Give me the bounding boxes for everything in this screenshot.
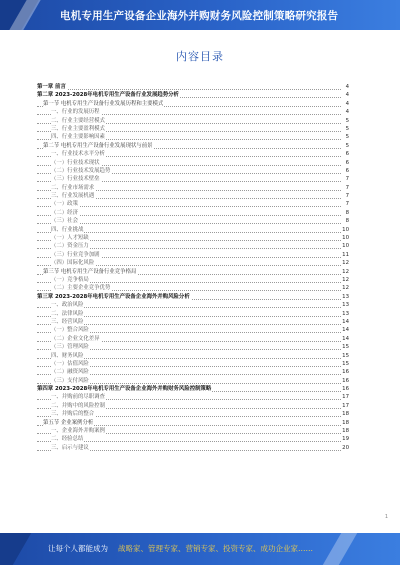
toc-entry-label: （二）融资风险	[51, 369, 89, 376]
toc-entry-page: 7	[345, 184, 349, 191]
toc-leader-dots	[37, 217, 341, 224]
toc-entry[interactable]	[37, 410, 349, 418]
toc-entry-label: 第三节 电机专用生产设备行业竞争格局	[43, 268, 137, 275]
footer-decor-stripe	[323, 533, 357, 565]
toc-entry[interactable]	[37, 226, 349, 234]
toc-entry-page: 18	[342, 411, 349, 418]
toc-entry[interactable]	[37, 360, 349, 368]
toc-entry[interactable]	[37, 276, 349, 284]
toc-entry-page: 12	[342, 260, 349, 267]
toc-entry-label: 一、行业技术水平分析	[51, 151, 105, 158]
toc-entry-label: （三）管理风险	[51, 344, 89, 351]
toc-entry-page: 14	[342, 318, 349, 325]
toc-entry-label: （二）经济	[51, 209, 78, 216]
toc-entry[interactable]	[37, 318, 349, 326]
toc-entry[interactable]	[37, 343, 349, 351]
toc-entry-page: 16	[342, 386, 349, 393]
toc-entry[interactable]	[37, 293, 349, 301]
toc-entry-label: 四、行业主要影响因素	[51, 134, 105, 141]
page-header-banner	[0, 0, 400, 30]
toc-entry-page: 13	[342, 302, 349, 309]
toc-entry-label: （一）政策	[51, 201, 78, 208]
toc-entry[interactable]	[37, 209, 349, 217]
toc-entry-label: 四、财务风险	[51, 352, 84, 359]
toc-entry-page: 10	[342, 243, 349, 250]
toc-entry[interactable]	[37, 268, 349, 276]
toc-entry[interactable]	[37, 419, 349, 427]
toc-entry-label: （二）主要企业竞争优势	[51, 285, 111, 292]
toc-entry-label: （一）竞争格局	[51, 276, 89, 283]
toc-entry[interactable]	[37, 142, 349, 150]
toc-entry-label: （二）资金压力	[51, 243, 89, 250]
toc-entry-page: 13	[342, 310, 349, 317]
toc-entry[interactable]	[37, 242, 349, 250]
toc-entry-label: （四）国际化风险	[51, 260, 95, 267]
toc-entry-page: 15	[342, 352, 349, 359]
toc-entry-page: 18	[342, 419, 349, 426]
toc-entry[interactable]	[37, 310, 349, 318]
toc-entry[interactable]	[37, 251, 349, 259]
toc-entry-page: 8	[345, 209, 349, 216]
toc-entry-page: 4	[345, 109, 349, 116]
toc-entry[interactable]	[37, 402, 349, 410]
toc-entry[interactable]	[37, 175, 349, 183]
toc-entry-label: 二、法律风险	[51, 310, 84, 317]
report-title: 电机专用生产设备企业海外并购财务风险控制策略研究报告	[60, 10, 339, 22]
toc-entry-page: 17	[342, 394, 349, 401]
toc-entry-label: 三、并购后的整合	[51, 411, 95, 418]
toc-entry-label: 第一节 电机专用生产设备行业发展历程和主要模式	[43, 100, 164, 107]
toc-entry-label: 四、行业挑战	[51, 226, 84, 233]
toc-entry-page: 20	[342, 444, 349, 451]
toc-entry[interactable]	[37, 435, 349, 443]
toc-entry-page: 17	[342, 402, 349, 409]
toc-entry-page: 14	[342, 335, 349, 342]
table-of-contents	[37, 83, 349, 452]
toc-entry[interactable]	[37, 368, 349, 376]
toc-entry-page: 15	[342, 344, 349, 351]
toc-entry[interactable]	[37, 108, 349, 116]
toc-entry[interactable]	[37, 217, 349, 225]
toc-entry-page: 13	[342, 293, 349, 300]
toc-entry-label: （三）行业技术壁垒	[51, 176, 100, 183]
footer-slogan: 让每个人都能成为	[48, 544, 108, 553]
toc-entry-label: 三、启示与建议	[51, 444, 89, 451]
toc-entry-label: （三）支付风险	[51, 377, 89, 384]
toc-entry-label: 第一章 前言	[37, 84, 66, 90]
toc-entry-page: 8	[345, 218, 349, 225]
toc-entry-page: 7	[345, 193, 349, 200]
toc-entry-label: 第四章 2023-2028年电机专用生产设备企业海外并购财务风险控制策略	[37, 386, 212, 393]
toc-entry[interactable]	[37, 184, 349, 192]
toc-entry-label: 一、企业海外并购案例	[51, 428, 105, 435]
toc-entry-label: 三、行业发展机遇	[51, 193, 95, 200]
toc-entry-page: 16	[342, 377, 349, 384]
toc-entry-label: （三）社会	[51, 218, 78, 225]
toc-entry-page: 4	[345, 92, 349, 99]
toc-entry-label: 第二节 电机专用生产设备行业发展现状与前景	[43, 142, 153, 149]
toc-entry[interactable]	[37, 117, 349, 125]
toc-entry[interactable]	[37, 444, 349, 452]
toc-entry-label: 二、行业市场需求	[51, 184, 95, 191]
toc-entry[interactable]	[37, 133, 349, 141]
toc-entry-page: 11	[342, 251, 349, 258]
toc-entry[interactable]	[37, 159, 349, 167]
toc-entry-label: （三）行业竞争加剧	[51, 251, 100, 258]
toc-entry-page: 4	[345, 100, 349, 107]
toc-entry[interactable]	[37, 352, 349, 360]
toc-entry[interactable]	[37, 83, 349, 91]
toc-entry-label: 第二章 2023-2028年电机专用生产设备行业发展趋势分析	[37, 92, 179, 99]
toc-entry-label: 一、政治风险	[51, 302, 84, 309]
toc-entry-page: 5	[345, 117, 349, 124]
toc-entry-page: 5	[345, 134, 349, 141]
toc-entry-page: 10	[342, 235, 349, 242]
toc-title: 内容目录	[176, 50, 224, 63]
toc-entry[interactable]	[37, 91, 349, 99]
toc-entry-label: 三、经营风险	[51, 318, 84, 325]
toc-entry[interactable]	[37, 385, 349, 393]
toc-entry[interactable]	[37, 234, 349, 242]
toc-entry-label: （一）整合风险	[51, 327, 89, 334]
toc-entry-page: 12	[342, 276, 349, 283]
toc-entry-page: 10	[342, 226, 349, 233]
toc-entry[interactable]	[37, 200, 349, 208]
toc-entry-label: 一、并购前的尽职调查	[51, 394, 105, 401]
toc-entry-label: 二、行业主要经营模式	[51, 117, 105, 124]
toc-entry-page: 5	[345, 142, 349, 149]
toc-entry-page: 12	[342, 268, 349, 275]
toc-entry-page: 7	[345, 176, 349, 183]
toc-entry-label: （二）企业文化差异	[51, 335, 100, 342]
toc-entry[interactable]	[37, 284, 349, 292]
toc-entry-page: 6	[345, 151, 349, 158]
footer-slogan-roles: 战略家、管理专家、营销专家、投资专家、成功企业家……	[118, 544, 313, 553]
toc-entry-label: 二、经验总结	[51, 436, 84, 443]
toc-entry-page: 16	[342, 369, 349, 376]
toc-leader-dots	[37, 209, 341, 216]
toc-entry-page: 19	[342, 436, 349, 443]
toc-entry-page: 6	[345, 159, 349, 166]
toc-entry-label: 二、并购中的风险控制	[51, 402, 105, 409]
toc-entry[interactable]	[37, 125, 349, 133]
toc-entry-page: 5	[345, 125, 349, 132]
toc-entry-label: （一）估值风险	[51, 360, 89, 367]
toc-entry-page: 15	[342, 360, 349, 367]
toc-entry-label: （二）行业技术发展趋势	[51, 167, 111, 174]
toc-entry-page: 14	[342, 327, 349, 334]
toc-entry[interactable]	[37, 150, 349, 158]
toc-entry-page: 4	[345, 84, 349, 90]
toc-entry[interactable]	[37, 335, 349, 343]
toc-entry-label: 第三章 2023-2028年电机专用生产设备企业海外并购风险分析	[37, 293, 190, 300]
toc-entry[interactable]	[37, 192, 349, 200]
footer-decor-shape	[0, 533, 31, 565]
toc-entry-label: 第五节 企业案例分析	[43, 419, 94, 426]
page-footer-banner	[0, 533, 400, 565]
toc-entry[interactable]	[37, 301, 349, 309]
toc-entry[interactable]	[37, 427, 349, 435]
page-number: 1	[384, 514, 388, 520]
toc-leader-dots	[37, 200, 341, 207]
toc-entry-page: 12	[342, 285, 349, 292]
toc-entry-page: 6	[345, 167, 349, 174]
toc-entry[interactable]	[37, 393, 349, 401]
toc-entry[interactable]	[37, 100, 349, 108]
toc-entry-label: （一）人才短缺	[51, 235, 89, 242]
toc-entry-page: 7	[345, 201, 349, 208]
toc-entry-page: 18	[342, 428, 349, 435]
toc-entry[interactable]	[37, 259, 349, 267]
toc-entry-label: 一、行业的发展历程	[51, 109, 100, 116]
toc-leader-dots	[37, 83, 341, 90]
toc-entry-label: （一）行业技术现状	[51, 159, 100, 166]
toc-entry[interactable]	[37, 326, 349, 334]
toc-entry[interactable]	[37, 377, 349, 385]
toc-entry[interactable]	[37, 167, 349, 175]
toc-entry-label: 三、行业主要盈利模式	[51, 125, 105, 132]
